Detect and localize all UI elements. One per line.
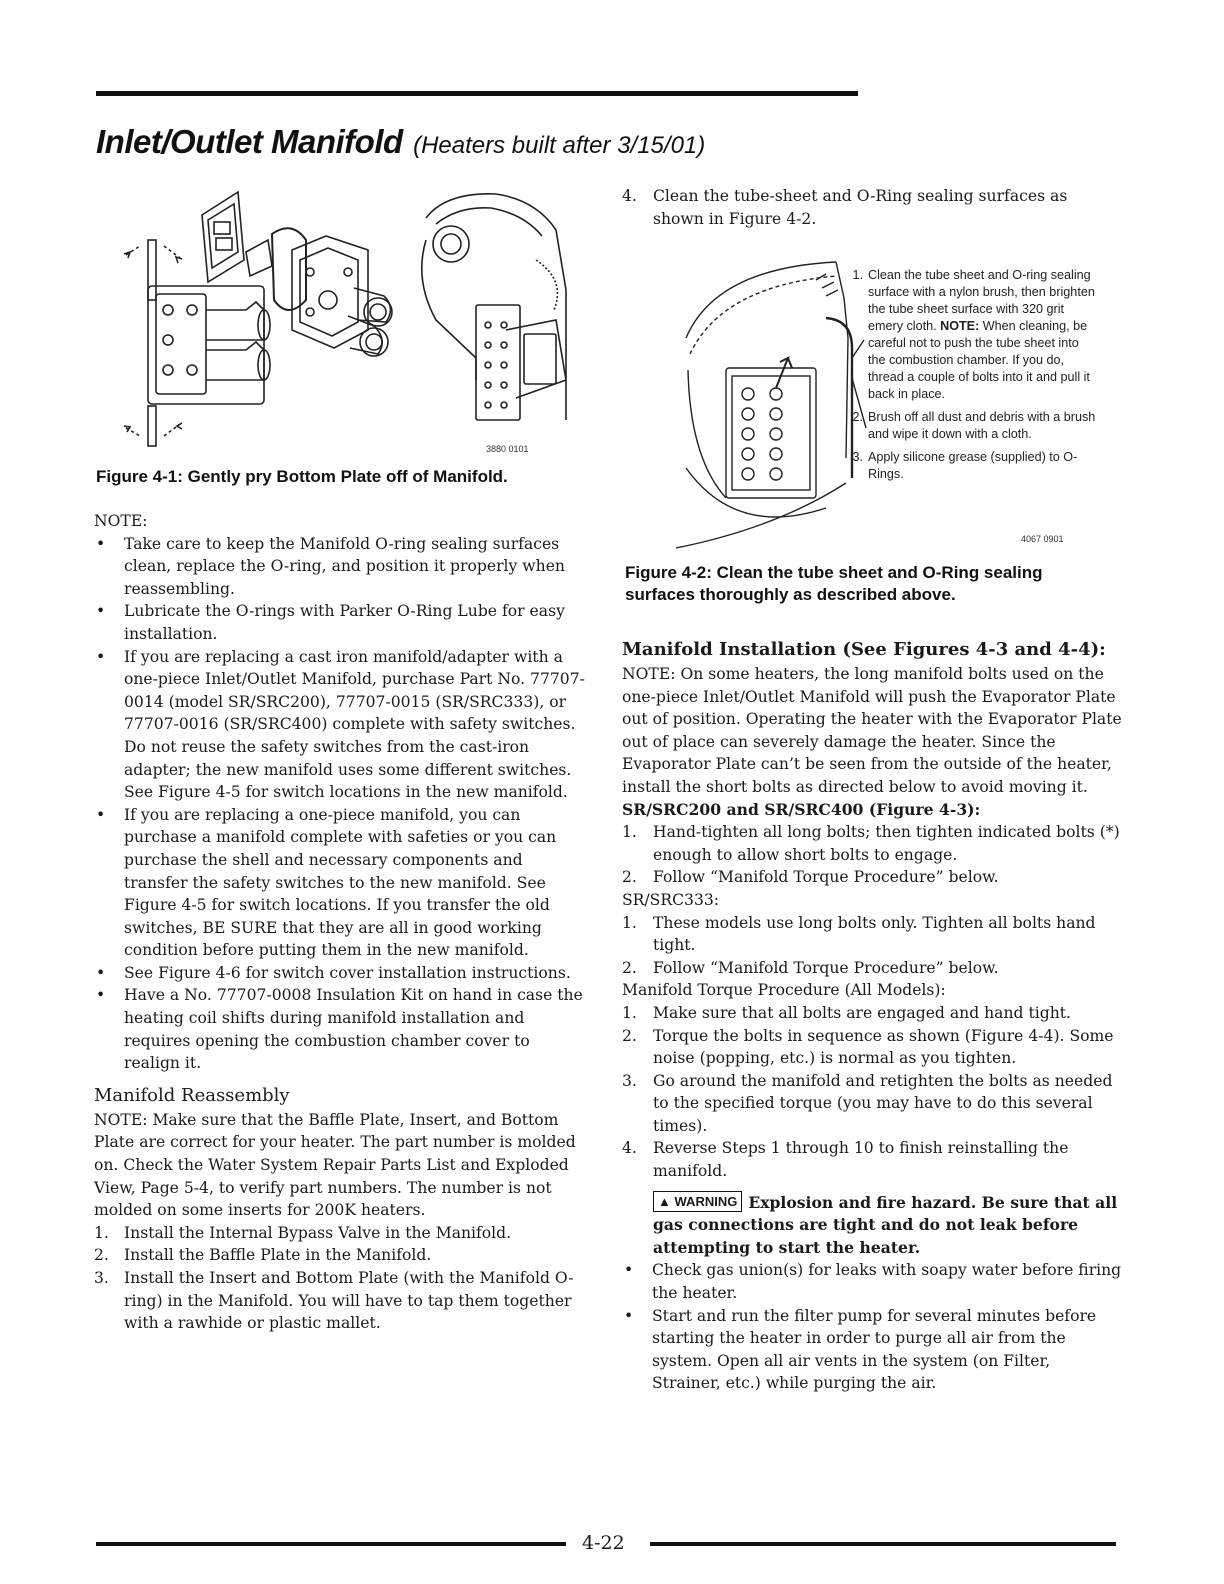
reassembly-note-text: Make sure that the Baffle Plate, Insert, and Bottom Plate are correct for your heater. The part number is molded on. Check the Water System Repair Parts List and Exploded View, Page 5-4, to verify part numbers. The number is not molded on some inserts for 200K heaters. <box>94 1110 576 1220</box>
page-title <box>96 123 705 161</box>
figure-4-1-caption: Figure 4-1: Gently pry Bottom Plate off of Manifold. <box>96 467 508 486</box>
figure-4-1-illustration <box>96 180 571 465</box>
list-item: 1. Install the Internal Bypass Valve in the Manifold. <box>94 1223 512 1242</box>
manifold-body <box>148 286 270 404</box>
list-item: 3. Apply silicone grease (supplied) to O-Rings. <box>852 450 1078 481</box>
heater-housing <box>422 194 566 420</box>
reassembly-note-label: NOTE: <box>94 1110 148 1129</box>
reassembly-note <box>94 1109 589 1222</box>
note-bullet: • If you are replacing a one-piece manifold, you can purchase a manifold complete with safeties or you can purchase the shell and necessary components and transfer the safety switches to the new manifold. See Figure 4-5 for switch locations. If you transfer the old switches, BE SURE that they are all in good working condition before putting them in the new manifold. <box>94 804 589 962</box>
install-note-label: NOTE: <box>622 665 676 683</box>
install-note <box>622 663 1122 799</box>
note-bullet: • See Figure 4-6 for switch cover installation instructions. <box>94 962 589 985</box>
install-heading: Manifold Installation (See Figures 4-3 and 4-4): <box>622 639 1106 660</box>
figure-4-2-code: 4067 0901 <box>1021 534 1064 544</box>
right-column <box>622 637 1122 1395</box>
title-subtitle: (Heaters built after 3/15/01) <box>413 132 706 159</box>
list-item: 1. Clean the tube sheet and O-ring sealing surface with a nylon brush, then brighten the tube sheet surface with 320 grit emery cloth. NOTE: When cleaning, be careful not to push the tube sheet into the combustion chamber. If you do, thread a couple of bolts into it and pull it back in place. <box>852 268 1095 401</box>
bottom-rule-right <box>650 1542 1116 1546</box>
sr200-steps <box>622 821 1122 889</box>
page-number: 4-22 <box>582 1532 625 1554</box>
warning-block <box>622 1191 1122 1260</box>
reassembly-steps <box>94 1222 589 1335</box>
sr200-heading: SR/SRC200 and SR/SRC400 (Figure 4-3): <box>622 799 981 819</box>
torque-steps <box>622 1002 1122 1183</box>
figure-4-1-code: 3880 0101 <box>486 444 529 454</box>
install-note-text: On some heaters, the long manifold bolts used on the one-piece Inlet/Outlet Manifold will push the Evaporator Plate out of position. Operating the heater with the Evaporator Plate out of place can severely damage the heater. Since the Evaporator Plate can’t be seen from the outside of the heater, install the short bolts as directed below to avoid moving it. <box>622 665 1122 796</box>
insert-part <box>246 240 272 276</box>
list-item: 4. Reverse Steps 1 through 10 to finish reinstalling the manifold. <box>622 1139 1069 1181</box>
note-label: NOTE: <box>94 512 148 530</box>
bottom-plate <box>202 192 244 282</box>
list-item: 3. Install the Insert and Bottom Plate (with the Manifold O-ring) in the Manifold. You will have to tap them together with a rawhide or plastic mallet. <box>94 1269 574 1333</box>
bottom-bolt-icon <box>124 406 182 446</box>
list-item: • Start and run the filter pump for several minutes before starting the heater in order to purge all air from the system. Open all air vents in the system (on Filter, Strainer, etc.) while purging the air. <box>622 1305 1122 1395</box>
title-main: Inlet/Outlet Manifold <box>96 123 403 160</box>
list-item: 2. Install the Baffle Plate in the Manifold. <box>94 1246 432 1265</box>
torque-heading: Manifold Torque Procedure (All Models): <box>622 981 946 1000</box>
figure-4-2-caption: Figure 4-2: Clean the tube sheet and O-Ring sealing surfaces thoroughly as described above. <box>625 563 1043 604</box>
reassembly-heading: Manifold Reassembly <box>94 1084 290 1106</box>
note-bullet: • Have a No. 77707-0008 Insulation Kit on hand in case the heating coil shifts during manifold installation and requires opening the combustion chamber cover to realign it. <box>94 984 589 1074</box>
figure-4-2-notes <box>846 267 1096 489</box>
top-rule <box>96 91 858 96</box>
note-bullet: • Lubricate the O-rings with Parker O-Ring Lube for easy installation. <box>94 600 589 645</box>
bottom-rule-left <box>96 1542 566 1546</box>
note-bullet-list <box>94 533 589 1075</box>
right-column-top <box>622 185 1122 230</box>
list-item: 2. Follow “Manifold Torque Procedure” below. <box>622 958 999 977</box>
list-item: 1. These models use long bolts only. Tighten all bolts hand tight. <box>622 913 1096 955</box>
sr333-heading: SR/SRC333: <box>622 890 720 909</box>
list-item: 1. Make sure that all bolts are engaged and hand tight. <box>622 1003 1071 1022</box>
o-ring <box>272 228 306 310</box>
note-bullet: • If you are replacing a cast iron manifold/adapter with a one-piece Inlet/Outlet Manifold, purchase Part No. 77707-0014 (model SR/SRC200), 77707-0015 (SR/SRC333), or 77707-0016 (SR/SRC400) complete with safety switches. Do not reuse the safety switches from the cast-iron adapter; the new manifold uses some different switches. See Figure 4-5 for switch locations in the new manifold. <box>94 646 589 804</box>
list-item: 2. Torque the bolts in sequence as shown (Figure 4-4). Some noise (popping, etc.) is normal as you tighten. <box>622 1026 1114 1068</box>
warning-triangle-icon: ▲ <box>658 1193 671 1209</box>
left-column <box>94 510 589 1335</box>
top-bolt-icon <box>124 240 182 300</box>
list-item: 1. Hand-tighten all long bolts; then tighten indicated bolts (*) enough to allow short bolts to engage. <box>622 823 1120 864</box>
list-item: 2. Brush off all dust and debris with a brush and wipe it down with a cloth. <box>852 410 1096 441</box>
warning-text: Explosion and fire hazard. Be sure that all gas connections are tight and do not leak before attempting to start the heater. <box>653 1192 1118 1257</box>
list-item: 4. Clean the tube-sheet and O-Ring sealing surfaces as shown in Figure 4-2. <box>622 187 1068 228</box>
note-bullet: • Take care to keep the Manifold O-ring sealing surfaces clean, replace the O-ring, and position it properly when reassembling. <box>94 533 589 601</box>
list-item: 3. Go around the manifold and retighten the bolts as needed to the specified torque (you may have to do this several times). <box>622 1071 1113 1135</box>
sr333-steps <box>622 912 1122 980</box>
warning-badge: ▲ WARNING <box>653 1191 742 1212</box>
list-item: • Check gas union(s) for leaks with soapy water before firing the heater. <box>622 1259 1122 1304</box>
final-bullet-list <box>622 1259 1122 1395</box>
list-item: 2. Follow “Manifold Torque Procedure” below. <box>622 868 999 887</box>
